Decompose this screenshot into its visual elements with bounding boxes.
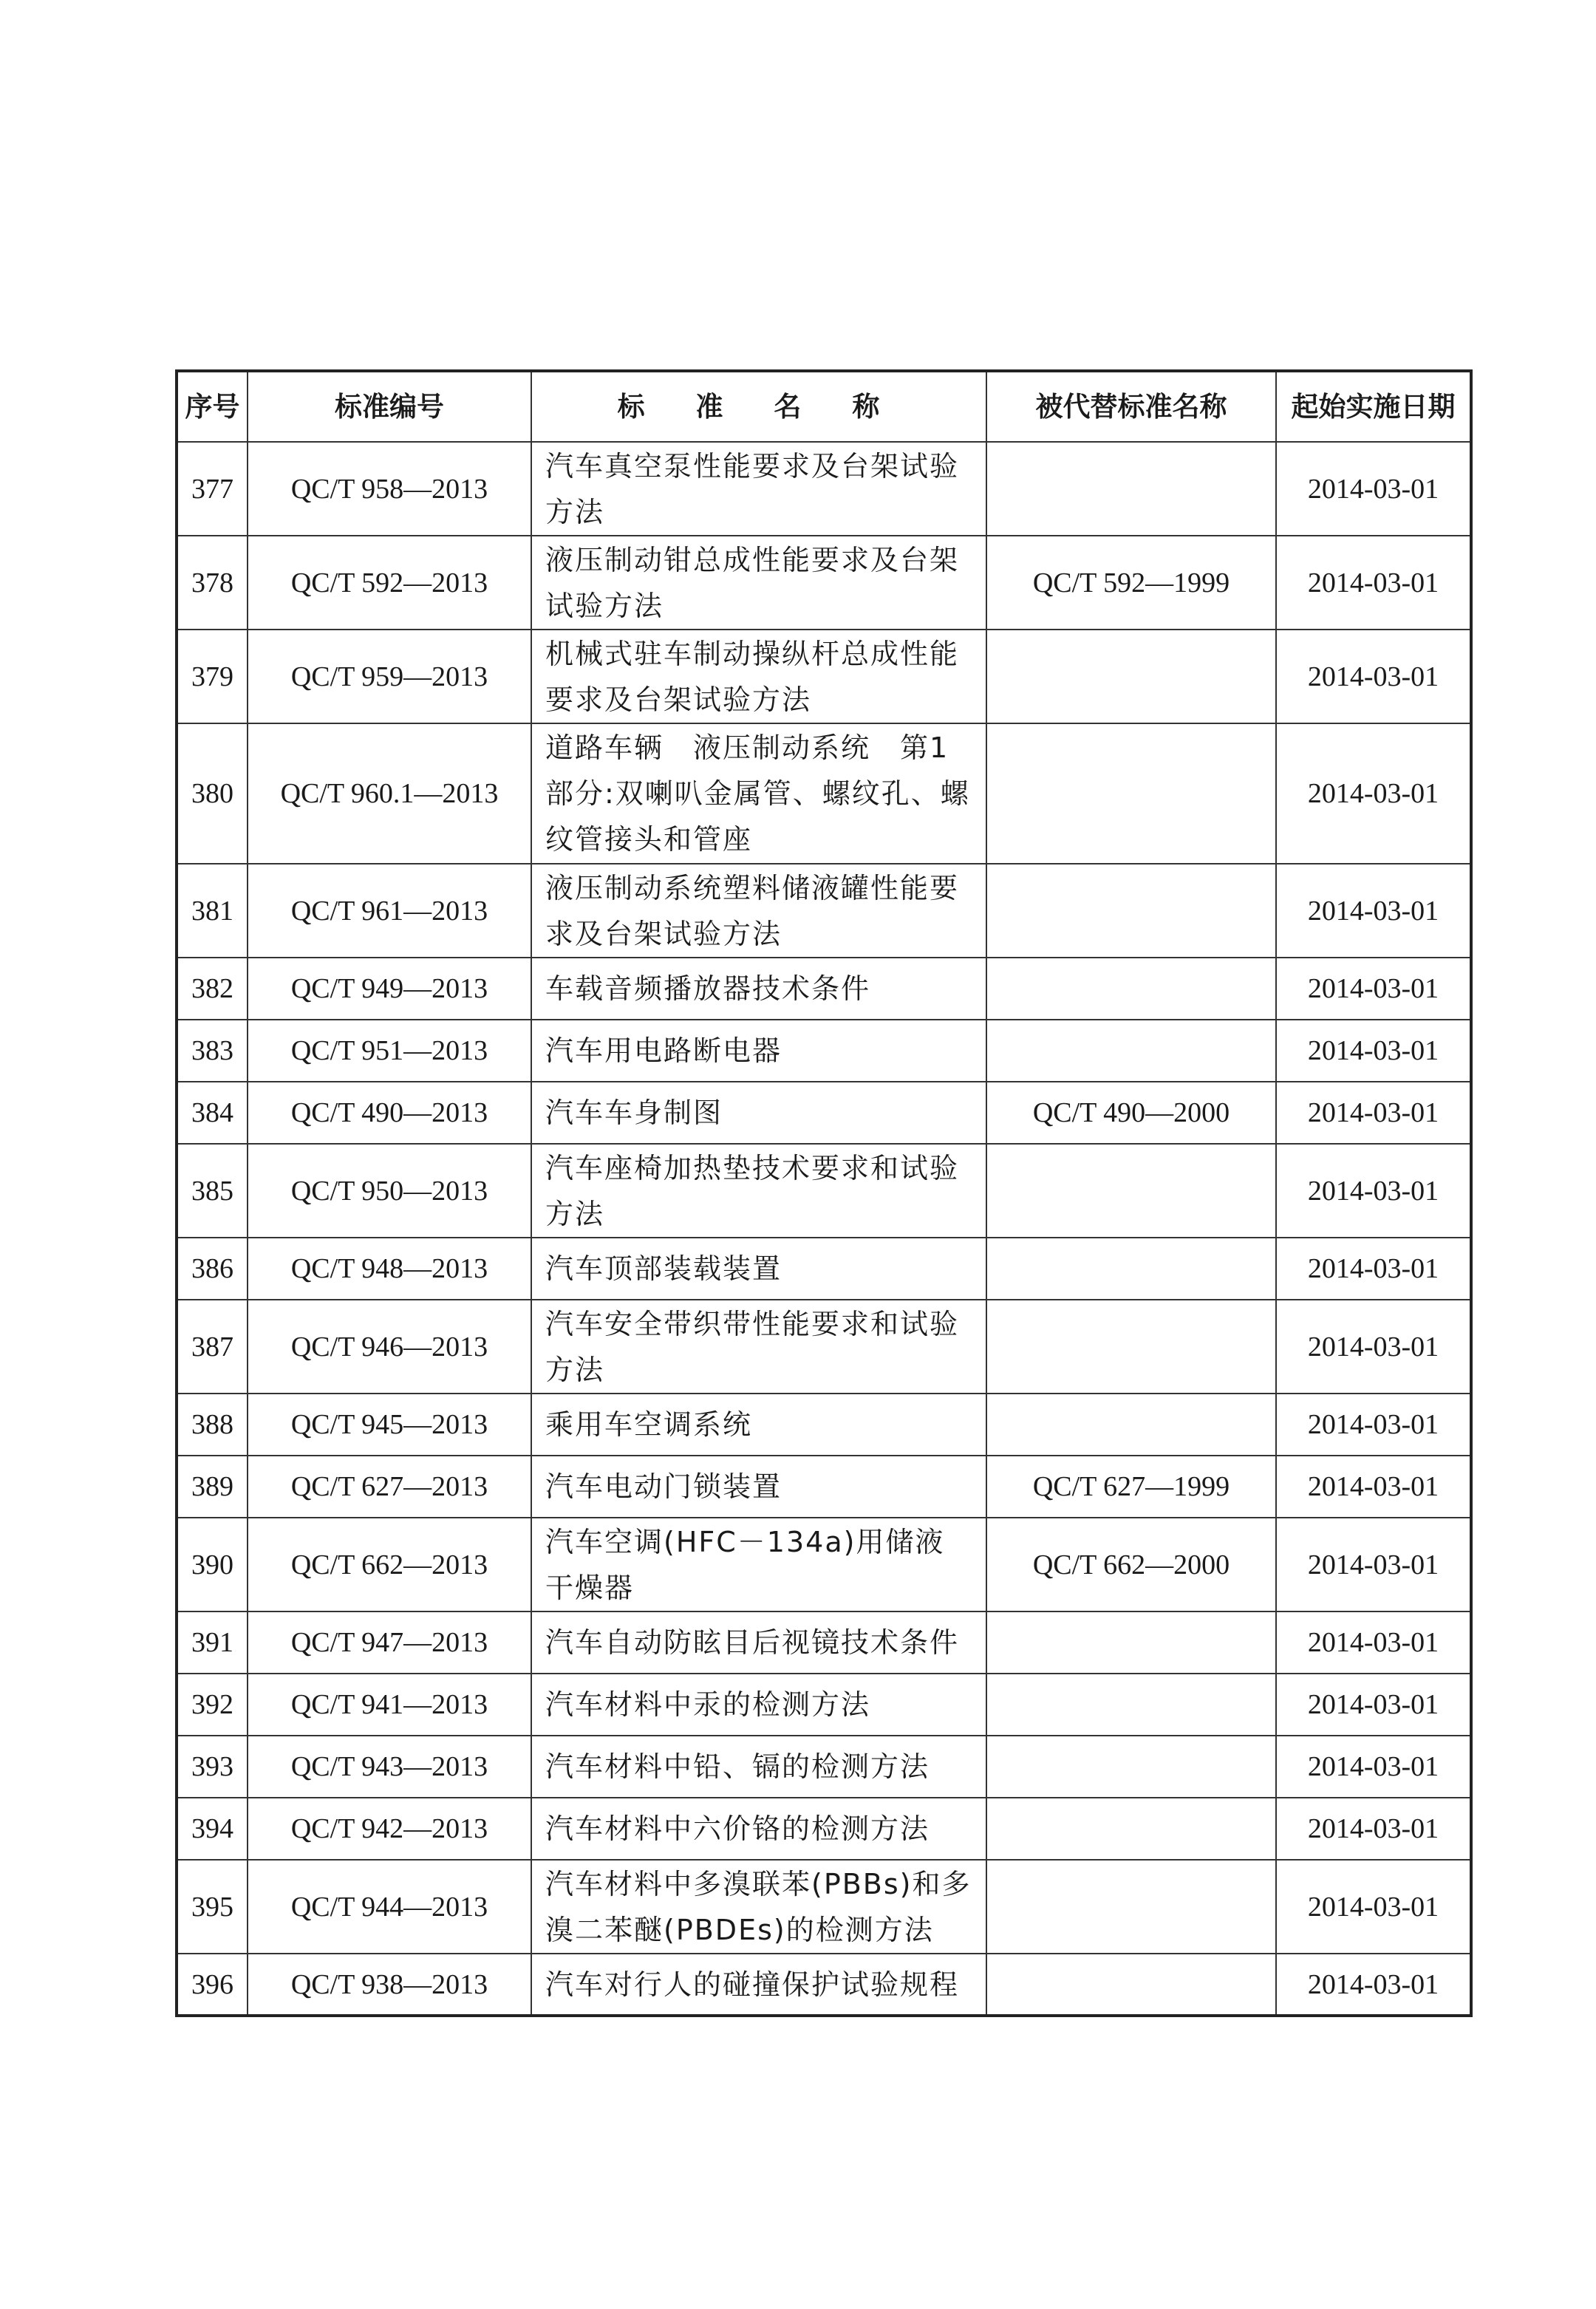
serial-no-cell: 382 bbox=[177, 958, 248, 1020]
table-row bbox=[177, 1736, 1471, 1798]
standard-name-cell: 汽车自动防眩目后视镜技术条件 bbox=[531, 1611, 986, 1674]
replaced-standard-cell bbox=[986, 1300, 1276, 1394]
table-row bbox=[177, 1144, 1471, 1238]
serial-no-cell: 387 bbox=[177, 1300, 248, 1394]
replaced-standard-cell bbox=[986, 1674, 1276, 1736]
serial-no-cell: 384 bbox=[177, 1082, 248, 1144]
replaced-standard-cell: QC/T 490—2000 bbox=[986, 1082, 1276, 1144]
header-standard-name: 标 准 名 称 bbox=[531, 371, 986, 442]
standard-code-cell: QC/T 949—2013 bbox=[248, 958, 531, 1020]
standard-name-cell: 车载音频播放器技术条件 bbox=[531, 958, 986, 1020]
standard-code-cell: QC/T 945—2013 bbox=[248, 1394, 531, 1456]
replaced-standard-cell bbox=[986, 630, 1276, 723]
standard-name-cell: 汽车材料中六价铬的检测方法 bbox=[531, 1798, 986, 1860]
serial-no-cell: 386 bbox=[177, 1238, 248, 1300]
standard-name-cell: 汽车车身制图 bbox=[531, 1082, 986, 1144]
replaced-standard-cell bbox=[986, 958, 1276, 1020]
effective-date-cell: 2014-03-01 bbox=[1276, 864, 1471, 958]
effective-date-cell: 2014-03-01 bbox=[1276, 1456, 1471, 1518]
table-header-row bbox=[177, 371, 1471, 442]
standard-code-cell: QC/T 943—2013 bbox=[248, 1736, 531, 1798]
standard-name-cell: 汽车对行人的碰撞保护试验规程 bbox=[531, 1954, 986, 2016]
table-row bbox=[177, 1238, 1471, 1300]
standards-table bbox=[175, 369, 1473, 2017]
serial-no-cell: 385 bbox=[177, 1144, 248, 1238]
standard-code-cell: QC/T 592—2013 bbox=[248, 536, 531, 630]
standard-code-cell: QC/T 961—2013 bbox=[248, 864, 531, 958]
header-serial-no: 序号 bbox=[177, 371, 248, 442]
replaced-standard-cell bbox=[986, 864, 1276, 958]
table-row bbox=[177, 1394, 1471, 1456]
replaced-standard-cell bbox=[986, 1860, 1276, 1954]
standard-name-cell: 汽车顶部装载装置 bbox=[531, 1238, 986, 1300]
standard-code-cell: QC/T 960.1—2013 bbox=[248, 723, 531, 864]
standard-name-cell: 汽车材料中汞的检测方法 bbox=[531, 1674, 986, 1736]
serial-no-cell: 393 bbox=[177, 1736, 248, 1798]
serial-no-cell: 391 bbox=[177, 1611, 248, 1674]
standard-code-cell: QC/T 947—2013 bbox=[248, 1611, 531, 1674]
effective-date-cell: 2014-03-01 bbox=[1276, 630, 1471, 723]
table-row bbox=[177, 630, 1471, 723]
effective-date-cell: 2014-03-01 bbox=[1276, 1518, 1471, 1611]
effective-date-cell: 2014-03-01 bbox=[1276, 1860, 1471, 1954]
table-row bbox=[177, 536, 1471, 630]
standard-code-cell: QC/T 958—2013 bbox=[248, 442, 531, 536]
effective-date-cell: 2014-03-01 bbox=[1276, 1954, 1471, 2016]
serial-no-cell: 392 bbox=[177, 1674, 248, 1736]
serial-no-cell: 377 bbox=[177, 442, 248, 536]
table-row bbox=[177, 1300, 1471, 1394]
effective-date-cell: 2014-03-01 bbox=[1276, 1300, 1471, 1394]
serial-no-cell: 394 bbox=[177, 1798, 248, 1860]
table-row bbox=[177, 1082, 1471, 1144]
header-standard-code: 标准编号 bbox=[248, 371, 531, 442]
table-row bbox=[177, 1020, 1471, 1082]
header-effective-date: 起始实施日期 bbox=[1276, 371, 1471, 442]
serial-no-cell: 379 bbox=[177, 630, 248, 723]
standard-code-cell: QC/T 627—2013 bbox=[248, 1456, 531, 1518]
standard-name-cell: 液压制动系统塑料储液罐性能要求及台架试验方法 bbox=[531, 864, 986, 958]
effective-date-cell: 2014-03-01 bbox=[1276, 1394, 1471, 1456]
standard-name-cell: 乘用车空调系统 bbox=[531, 1394, 986, 1456]
table-row bbox=[177, 1518, 1471, 1611]
standard-code-cell: QC/T 941—2013 bbox=[248, 1674, 531, 1736]
effective-date-cell: 2014-03-01 bbox=[1276, 536, 1471, 630]
serial-no-cell: 383 bbox=[177, 1020, 248, 1082]
serial-no-cell: 378 bbox=[177, 536, 248, 630]
effective-date-cell: 2014-03-01 bbox=[1276, 723, 1471, 864]
table-row bbox=[177, 864, 1471, 958]
effective-date-cell: 2014-03-01 bbox=[1276, 1674, 1471, 1736]
standard-name-cell: 液压制动钳总成性能要求及台架试验方法 bbox=[531, 536, 986, 630]
replaced-standard-cell: QC/T 627—1999 bbox=[986, 1456, 1276, 1518]
replaced-standard-cell bbox=[986, 1144, 1276, 1238]
replaced-standard-cell: QC/T 592—1999 bbox=[986, 536, 1276, 630]
replaced-standard-cell bbox=[986, 1798, 1276, 1860]
effective-date-cell: 2014-03-01 bbox=[1276, 1736, 1471, 1798]
table-row bbox=[177, 1954, 1471, 2016]
standard-name-cell: 汽车用电路断电器 bbox=[531, 1020, 986, 1082]
standard-code-cell: QC/T 948—2013 bbox=[248, 1238, 531, 1300]
effective-date-cell: 2014-03-01 bbox=[1276, 1144, 1471, 1238]
replaced-standard-cell bbox=[986, 1736, 1276, 1798]
standard-code-cell: QC/T 944—2013 bbox=[248, 1860, 531, 1954]
serial-no-cell: 388 bbox=[177, 1394, 248, 1456]
table-row bbox=[177, 958, 1471, 1020]
table-row bbox=[177, 1611, 1471, 1674]
standard-code-cell: QC/T 950—2013 bbox=[248, 1144, 531, 1238]
standard-name-cell: 汽车电动门锁装置 bbox=[531, 1456, 986, 1518]
serial-no-cell: 381 bbox=[177, 864, 248, 958]
header-replaced-standard: 被代替标准名称 bbox=[986, 371, 1276, 442]
effective-date-cell: 2014-03-01 bbox=[1276, 1082, 1471, 1144]
table-row bbox=[177, 1456, 1471, 1518]
effective-date-cell: 2014-03-01 bbox=[1276, 1020, 1471, 1082]
replaced-standard-cell bbox=[986, 1954, 1276, 2016]
standard-code-cell: QC/T 938—2013 bbox=[248, 1954, 531, 2016]
standard-name-cell: 汽车空调(HFC－134a)用储液干燥器 bbox=[531, 1518, 986, 1611]
effective-date-cell: 2014-03-01 bbox=[1276, 1798, 1471, 1860]
replaced-standard-cell bbox=[986, 723, 1276, 864]
standard-code-cell: QC/T 942—2013 bbox=[248, 1798, 531, 1860]
serial-no-cell: 390 bbox=[177, 1518, 248, 1611]
table-row bbox=[177, 442, 1471, 536]
standard-code-cell: QC/T 490—2013 bbox=[248, 1082, 531, 1144]
standard-name-cell: 汽车安全带织带性能要求和试验方法 bbox=[531, 1300, 986, 1394]
effective-date-cell: 2014-03-01 bbox=[1276, 1238, 1471, 1300]
effective-date-cell: 2014-03-01 bbox=[1276, 958, 1471, 1020]
replaced-standard-cell bbox=[986, 1020, 1276, 1082]
standard-name-cell: 机械式驻车制动操纵杆总成性能要求及台架试验方法 bbox=[531, 630, 986, 723]
replaced-standard-cell bbox=[986, 442, 1276, 536]
serial-no-cell: 395 bbox=[177, 1860, 248, 1954]
standard-name-cell: 汽车真空泵性能要求及台架试验方法 bbox=[531, 442, 986, 536]
replaced-standard-cell bbox=[986, 1238, 1276, 1300]
effective-date-cell: 2014-03-01 bbox=[1276, 1611, 1471, 1674]
serial-no-cell: 380 bbox=[177, 723, 248, 864]
standard-name-cell: 汽车材料中铅、镉的检测方法 bbox=[531, 1736, 986, 1798]
table-row bbox=[177, 723, 1471, 864]
table-row bbox=[177, 1674, 1471, 1736]
table-body bbox=[177, 442, 1471, 2016]
serial-no-cell: 389 bbox=[177, 1456, 248, 1518]
standard-code-cell: QC/T 946—2013 bbox=[248, 1300, 531, 1394]
standard-code-cell: QC/T 662—2013 bbox=[248, 1518, 531, 1611]
standard-name-cell: 汽车材料中多溴联苯(PBBs)和多溴二苯醚(PBDEs)的检测方法 bbox=[531, 1860, 986, 1954]
replaced-standard-cell: QC/T 662—2000 bbox=[986, 1518, 1276, 1611]
table-row bbox=[177, 1798, 1471, 1860]
standard-name-cell: 道路车辆 液压制动系统 第1部分:双喇叭金属管、螺纹孔、螺纹管接头和管座 bbox=[531, 723, 986, 864]
serial-no-cell: 396 bbox=[177, 1954, 248, 2016]
standard-code-cell: QC/T 951—2013 bbox=[248, 1020, 531, 1082]
effective-date-cell: 2014-03-01 bbox=[1276, 442, 1471, 536]
replaced-standard-cell bbox=[986, 1394, 1276, 1456]
standard-name-cell: 汽车座椅加热垫技术要求和试验方法 bbox=[531, 1144, 986, 1238]
standard-code-cell: QC/T 959—2013 bbox=[248, 630, 531, 723]
replaced-standard-cell bbox=[986, 1611, 1276, 1674]
table-row bbox=[177, 1860, 1471, 1954]
